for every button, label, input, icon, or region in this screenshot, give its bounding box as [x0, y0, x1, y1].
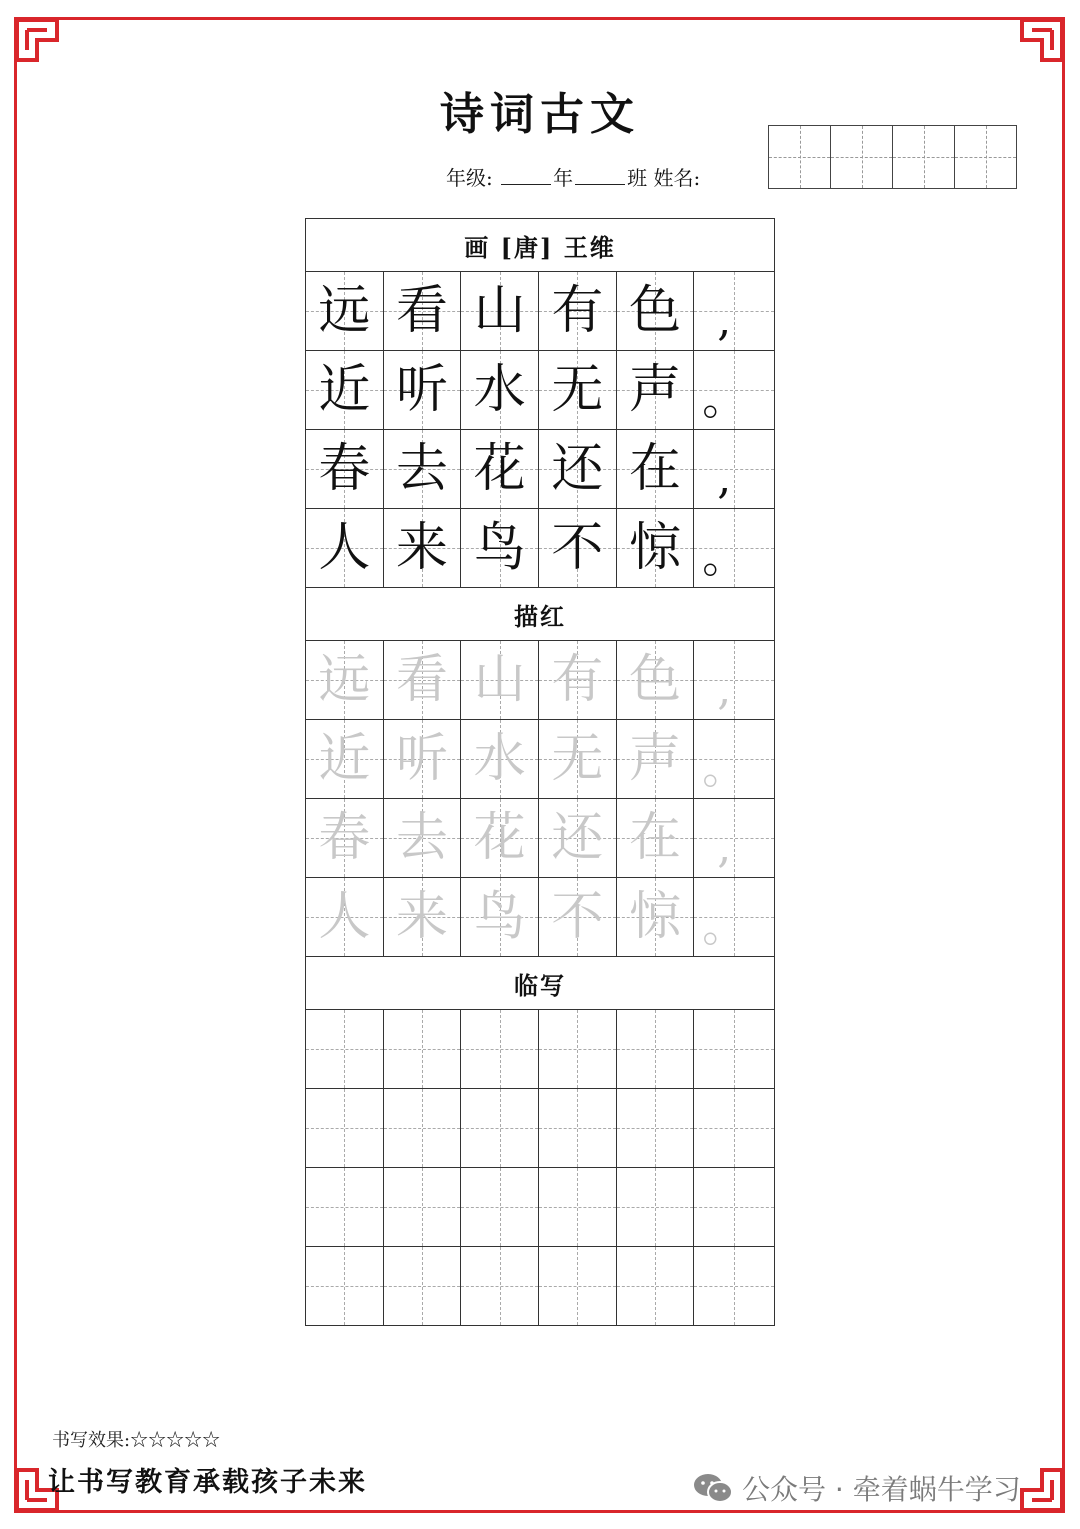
character: 看: [396, 281, 449, 341]
grid-row: [306, 1168, 774, 1247]
writing-cell[interactable]: [384, 1168, 462, 1246]
character: 去: [396, 439, 449, 499]
character: 。: [702, 901, 747, 952]
character-cell: [306, 430, 384, 508]
character-cell: [539, 430, 617, 508]
character-cell: [306, 720, 384, 798]
character-cell: [461, 509, 539, 587]
writing-cell[interactable]: [461, 1168, 539, 1246]
character-cell: [384, 641, 462, 719]
character: 鸟: [473, 518, 526, 578]
character: 。: [702, 743, 747, 794]
grade-label: 年级:: [446, 166, 493, 190]
grid-row: [306, 720, 774, 799]
character: ,: [717, 453, 732, 504]
writing-cell[interactable]: [617, 1247, 695, 1325]
character: 。: [702, 532, 747, 583]
grade-blank[interactable]: [501, 168, 551, 185]
character-cell: [306, 641, 384, 719]
character-cell: [384, 720, 462, 798]
wechat-icon: [692, 1471, 734, 1505]
name-writing-boxes[interactable]: [768, 125, 1020, 189]
class-blank[interactable]: [575, 168, 625, 185]
writing-cell[interactable]: [617, 1168, 695, 1246]
writing-cell[interactable]: [539, 1168, 617, 1246]
character: 还: [551, 808, 604, 868]
character: 近: [318, 729, 371, 789]
name-cell[interactable]: [954, 125, 1017, 189]
page-title: 诗词古文: [440, 89, 640, 140]
corner-ornament-icon: [1019, 17, 1065, 63]
character: 花: [473, 808, 526, 868]
character: 花: [473, 439, 526, 499]
character: 色: [629, 281, 682, 341]
writing-cell[interactable]: [539, 1247, 617, 1325]
character: 人: [318, 887, 371, 947]
character: 在: [629, 439, 682, 499]
character-cell: [539, 799, 617, 877]
practice-sheet: [305, 218, 775, 1326]
writing-cell[interactable]: [384, 1089, 462, 1167]
name-label: 姓名:: [653, 166, 701, 190]
character-cell: [617, 878, 695, 956]
grid-row: [306, 1010, 774, 1089]
writing-cell[interactable]: [384, 1247, 462, 1325]
character-cell: [694, 799, 774, 877]
character-cell: [617, 509, 695, 587]
character-cell: [617, 272, 695, 350]
grid-row: [306, 641, 774, 720]
writing-cell[interactable]: [306, 1247, 384, 1325]
character-cell: [694, 720, 774, 798]
writing-cell[interactable]: [461, 1247, 539, 1325]
character: 春: [318, 439, 371, 499]
character: 听: [396, 360, 449, 420]
character-cell: [694, 272, 774, 350]
character: 近: [318, 360, 371, 420]
grid-row: [306, 1089, 774, 1168]
writing-cell[interactable]: [306, 1089, 384, 1167]
character: 山: [473, 650, 526, 710]
character: ,: [717, 664, 732, 715]
character: 来: [396, 887, 449, 947]
grid-row: [306, 799, 774, 878]
character: 远: [318, 650, 371, 710]
character: 人: [318, 518, 371, 578]
trace-grid: [306, 641, 774, 956]
character-cell: [539, 641, 617, 719]
character-cell: [694, 430, 774, 508]
character: 水: [473, 729, 526, 789]
slogan: 让书写教育承载孩子未来: [48, 1467, 367, 1498]
character: 无: [551, 360, 604, 420]
writing-cell[interactable]: [694, 1247, 774, 1325]
character: 来: [396, 518, 449, 578]
writing-cell[interactable]: [384, 1010, 462, 1088]
character-cell: [617, 720, 695, 798]
character-cell: [694, 351, 774, 429]
character-cell: [384, 509, 462, 587]
character-cell: [617, 799, 695, 877]
character-cell: [306, 351, 384, 429]
character: 水: [473, 360, 526, 420]
character: 鸟: [473, 887, 526, 947]
year-suffix: 年: [553, 166, 574, 190]
character-cell: [617, 351, 695, 429]
corner-ornament-icon: [1019, 1467, 1065, 1513]
trace-header: 描红: [306, 587, 774, 641]
writing-cell[interactable]: [306, 1168, 384, 1246]
character: 不: [551, 887, 604, 947]
character-cell: [461, 351, 539, 429]
character-cell: [461, 641, 539, 719]
character-cell: [461, 720, 539, 798]
character: 色: [629, 650, 682, 710]
character: 春: [318, 808, 371, 868]
copy-header: 临写: [306, 956, 774, 1010]
character: 有: [551, 650, 604, 710]
writing-cell[interactable]: [694, 1010, 774, 1088]
character-cell: [539, 509, 617, 587]
watermark: [692, 1468, 1021, 1508]
character-cell: [694, 641, 774, 719]
name-cell[interactable]: [830, 125, 893, 189]
character-cell: [461, 430, 539, 508]
character: 听: [396, 729, 449, 789]
character-cell: [384, 799, 462, 877]
character-cell: [306, 878, 384, 956]
character-cell: [694, 878, 774, 956]
character: 声: [629, 729, 682, 789]
writing-rating: [52, 1426, 220, 1452]
rating-stars[interactable]: ☆☆☆☆☆: [130, 1430, 221, 1451]
poem-header: 画 [唐] 王维: [306, 219, 774, 272]
name-cell[interactable]: [892, 125, 955, 189]
character: 不: [551, 518, 604, 578]
character: ,: [717, 295, 732, 346]
character-cell: [384, 272, 462, 350]
copy-grid: [306, 1010, 774, 1325]
writing-cell[interactable]: [306, 1010, 384, 1088]
character-cell: [306, 509, 384, 587]
rating-label: 书写效果:: [52, 1430, 131, 1451]
grid-row: [306, 1247, 774, 1325]
character: 在: [629, 808, 682, 868]
character: 还: [551, 439, 604, 499]
character: 看: [396, 650, 449, 710]
character-cell: [617, 641, 695, 719]
writing-cell[interactable]: [539, 1010, 617, 1088]
character-cell: [617, 430, 695, 508]
character-cell: [694, 509, 774, 587]
character-cell: [384, 351, 462, 429]
character: ,: [717, 822, 732, 873]
character-cell: [306, 799, 384, 877]
character: 有: [551, 281, 604, 341]
class-suffix: 班: [627, 166, 648, 190]
character-cell: [461, 799, 539, 877]
character: 远: [318, 281, 371, 341]
grid-row: [306, 272, 774, 351]
name-cell[interactable]: [768, 125, 831, 189]
character: 无: [551, 729, 604, 789]
character: 。: [702, 374, 747, 425]
character: 山: [473, 281, 526, 341]
character-cell: [384, 430, 462, 508]
character: 惊: [629, 518, 682, 578]
grid-row: [306, 509, 774, 587]
watermark-text: 公众号 · 牵着蜗牛学习: [742, 1473, 1021, 1506]
writing-cell[interactable]: [461, 1010, 539, 1088]
character: 去: [396, 808, 449, 868]
character-cell: [539, 272, 617, 350]
character-cell: [461, 878, 539, 956]
writing-cell[interactable]: [694, 1089, 774, 1167]
writing-cell[interactable]: [539, 1089, 617, 1167]
writing-cell[interactable]: [694, 1168, 774, 1246]
poem-grid: [306, 272, 774, 587]
character-cell: [384, 878, 462, 956]
character-cell: [461, 272, 539, 350]
grid-row: [306, 351, 774, 430]
character-cell: [539, 720, 617, 798]
grid-row: [306, 430, 774, 509]
character-cell: [306, 272, 384, 350]
corner-ornament-icon: [14, 17, 60, 63]
character: 惊: [629, 887, 682, 947]
student-info-line: [446, 162, 700, 191]
character: 声: [629, 360, 682, 420]
character-cell: [539, 878, 617, 956]
writing-cell[interactable]: [461, 1089, 539, 1167]
character-cell: [539, 351, 617, 429]
writing-cell[interactable]: [617, 1010, 695, 1088]
grid-row: [306, 878, 774, 956]
writing-cell[interactable]: [617, 1089, 695, 1167]
